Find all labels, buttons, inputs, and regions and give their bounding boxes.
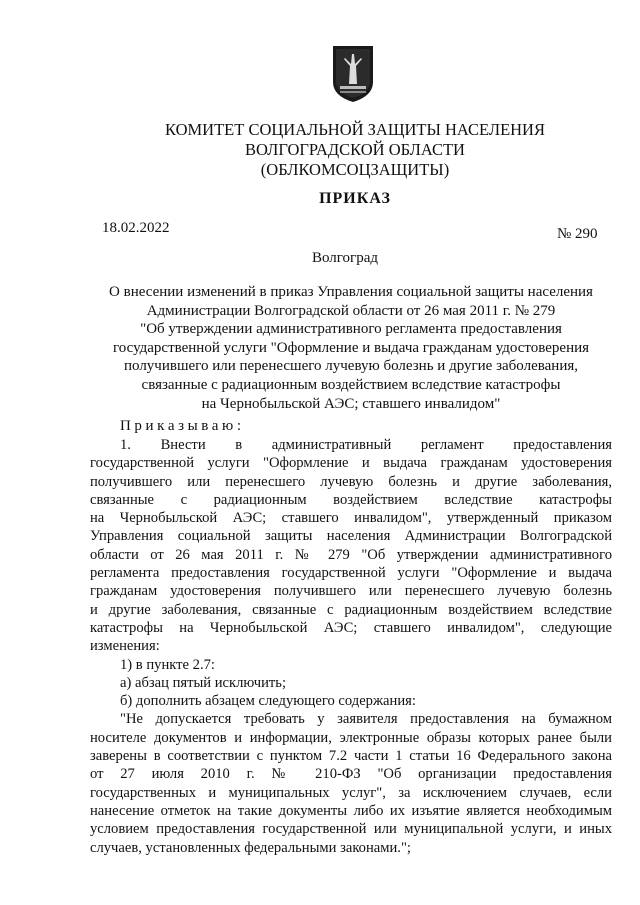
body-line: гражданам удостоверения получившего или перенесшего лучевую болезнь bbox=[90, 583, 612, 600]
document-number: № 290 bbox=[557, 226, 598, 242]
subject-line: "Об утверждении административного регламента предоставления bbox=[140, 321, 562, 338]
subject-line: на Чернобыльской АЭС; ставшего инвалидом" bbox=[201, 395, 501, 412]
subject-line: Администрации Волгоградской области от 26 мая 2011 г. № 279 bbox=[146, 302, 556, 319]
body-line: от 27 июля 2010 г. № 210-ФЗ "Об организации предоставления bbox=[90, 766, 612, 783]
body-line: области от 26 мая 2011 г. № 279 "Об утверждении административного bbox=[90, 546, 612, 563]
body-line: условием предоставления государственной или муниципальной услуги, и иных bbox=[90, 821, 612, 838]
body-line: на Чернобыльской АЭС; ставшего инвалидом", утвержденный приказом bbox=[90, 510, 612, 527]
organization-name bbox=[0, 120, 640, 180]
coat-of-arms-emblem bbox=[331, 44, 375, 104]
body-line: б) дополнить абзацем следующего содержания: bbox=[120, 693, 416, 710]
body-line: Управления социальной защиты населения Администрации Волгоградской bbox=[90, 528, 612, 545]
org-line: (ОБЛКОМСОЦЗАЩИТЫ) bbox=[260, 160, 450, 179]
body-line: государственной услуги "Оформление и выдача гражданам удостоверения bbox=[90, 455, 612, 472]
subject-line: связанные с радиационным воздействием вследствие катастрофы bbox=[141, 376, 561, 393]
body-line: изменения: bbox=[90, 638, 160, 655]
body-line: и другие заболевания, связанные с радиационным воздействием вследствие bbox=[90, 601, 612, 618]
body-line: связанные с радиационным воздействием вследствие катастрофы bbox=[90, 491, 612, 508]
document-body bbox=[90, 436, 612, 857]
body-line: получившего или перенесшего лучевую болезнь и другие заболевания, bbox=[90, 473, 612, 490]
body-line: заверены в соответствии с пунктом 7.2 части 1 статьи 16 Федерального закона bbox=[90, 748, 612, 765]
order-directive: Приказываю: bbox=[120, 418, 245, 434]
body-line: регламента предоставления государственной услуги "Оформление и выдача bbox=[90, 565, 612, 582]
org-line: КОМИТЕТ СОЦИАЛЬНОЙ ЗАЩИТЫ НАСЕЛЕНИЯ bbox=[165, 120, 545, 139]
body-line: случаев, установленных федеральными законами."; bbox=[90, 839, 411, 856]
document-subject bbox=[95, 283, 607, 413]
body-line: носителе документов и информации, электронные образы которых ранее были bbox=[90, 729, 612, 746]
body-line: 1. Внести в административный регламент предоставления bbox=[120, 437, 612, 453]
document-type: ПРИКАЗ bbox=[319, 190, 391, 207]
body-line: а) абзац пятый исключить; bbox=[120, 674, 286, 691]
subject-line: получившего или перенесшего лучевую болезнь и другие заболевания, bbox=[123, 358, 578, 375]
body-line: катастрофы на Чернобыльской АЭС; ставшего инвалидом", следующие bbox=[90, 619, 612, 636]
body-line: "Не допускается требовать у заявителя предоставления на бумажном bbox=[120, 711, 612, 728]
subject-line: О внесении изменений в приказ Управления социальной защиты населения bbox=[109, 284, 593, 300]
body-line: государственных и муниципальных услуг", за исключением случаев, если bbox=[90, 784, 612, 801]
document-city: Волгоград bbox=[311, 250, 378, 266]
body-line: нанесение отметок на такие документы либо их изъятие является необходимым bbox=[90, 802, 612, 819]
org-line: ВОЛГОГРАДСКОЙ ОБЛАСТИ bbox=[245, 140, 465, 159]
subject-line: государственной услуги "Оформление и выдача гражданам удостоверения bbox=[112, 339, 590, 356]
body-line: 1) в пункте 2.7: bbox=[120, 656, 215, 673]
document-date: 18.02.2022 bbox=[102, 220, 170, 236]
